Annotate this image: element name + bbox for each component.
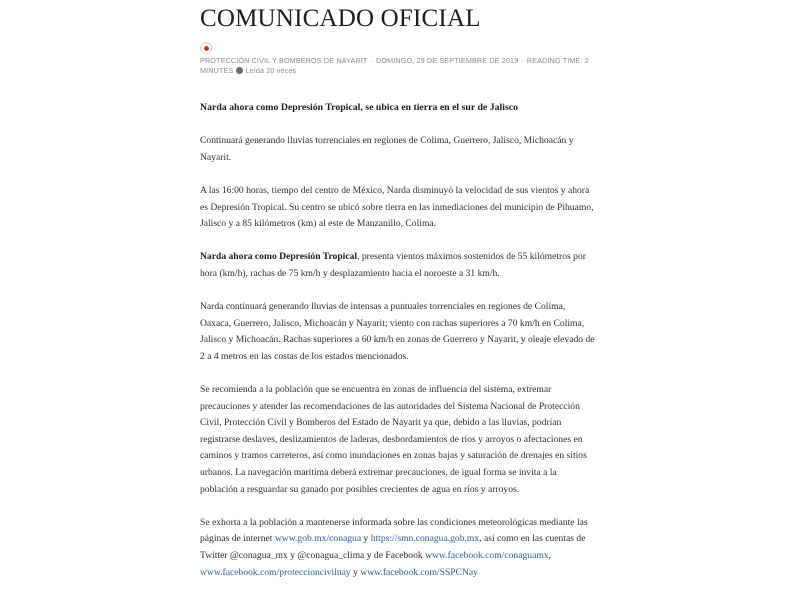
article-body	[200, 100, 595, 581]
avatar-row	[200, 42, 595, 56]
paragraph-3-text: , presenta vientos máximos sostenidos de 55 kilómetros por hora (km/h), rachas de 75 km/h y desplazamiento hacia el noroeste a 31 km/h.	[200, 251, 586, 279]
paragraph-2: A las 16:00 horas, tiempo del centro de México, Narda disminuyó la velocidad de sus vientos y ahora es Depresión Tropical. Su centro se ubicó sobre tierra en las inmediaciones del municipio de Pihuamo, Jalisco y a 85 kilómetros (km) al este de Manzanillo, Colima.	[200, 184, 594, 230]
reading-time: READING TIME: 2 MINUTES	[200, 56, 589, 75]
paragraph-6-text-b: y	[361, 533, 371, 545]
paragraph-6	[200, 515, 595, 581]
paragraph-3-bold: Narda ahora como Depresión Tropical	[200, 251, 358, 263]
link-facebook-conagua[interactable]: www.facebook.com/conaguamx	[425, 550, 549, 562]
paragraph-6-text-d: ,	[548, 550, 551, 562]
article	[200, 0, 595, 598]
paragraph-6-text-e: y	[350, 566, 361, 578]
view-count: Leída 20 veces	[245, 66, 297, 75]
publish-date: DOMINGO, 29 DE SEPTIEMBRE DE 2019	[376, 56, 519, 65]
link-facebook-sspc[interactable]: www.facebook.com/SSPCNay	[360, 566, 478, 578]
paragraph-6-text-c: , así como en las cuentas de Twitter @conagua_mx y @conagua_clima y de Facebook	[200, 533, 586, 562]
globe-icon	[236, 67, 243, 74]
paragraph-1: Continuará generando lluvias torrenciales en regiones de Colima, Guerrero, Jalisco, Michoacán y Nayarit.	[200, 135, 574, 163]
article-lead: Narda ahora como Depresión Tropical, se ubica en tierra en el sur de Jalisco	[200, 102, 519, 113]
link-smn[interactable]: https://smn.conagua.gob.mx	[370, 533, 480, 545]
paragraph-4: Narda continuará generando lluvias de intensas a puntuales torrenciales en regiones de Colima, Oaxaca, Guerrero, Jalisco, Michoacán y Nayarit; viento con rachas superiores a 70 km/h en Colima, Jalisco y Michoacán. Rachas superiores a 60 km/h en zonas de Guerrero y Nayarit, y oleaje elevado de 2 a 4 metros en las costas de los estados mencionados.	[200, 301, 595, 362]
article-meta	[200, 42, 595, 76]
paragraph-6-text-a: Se exhorta a la población a mantenerse informada sobre las condiciones meteorológicas mediante las páginas de internet	[200, 516, 588, 545]
byline: PROTECCIÓN CIVIL Y BOMBEROS DE NAYARIT · DOMINGO, 29 DE SEPTIEMBRE DE 2019 · READING TIME: 2 MINUTES Leída 20 veces	[200, 56, 589, 75]
link-conagua[interactable]: www.gob.mx/conagua	[274, 533, 362, 545]
author-link[interactable]: PROTECCIÓN CIVIL Y BOMBEROS DE NAYARIT	[200, 56, 368, 65]
author-avatar-icon[interactable]	[200, 42, 212, 54]
paragraph-3	[200, 249, 595, 282]
page-title: COMUNICADO OFICIAL	[200, 5, 481, 32]
link-facebook-proteccioncivil[interactable]: www.facebook.com/proteccioncivilnay	[200, 566, 351, 578]
paragraph-5: Se recomienda a la población que se encuentra en zonas de influencia del sistema, extremar precauciones y atender las recomendaciones de las autoridades del Sistema Nacional de Protección Civil, Protección Civil y Bomberos del Estado de Nayarit ya que, debido a las lluvias, podrían registrarse deslaves, deslizamientos de laderas, desbordamientos de ríos y arroyos o afectaciones en caminos y tramos carreteros, así como inundaciones en zonas bajas y saturación de drenajes en sitios urbanos. La navegación marítima deberá extremar precauciones, de igual forma se invita a la población a resguardar su ganado por posibles crecientes de agua en ríos y arroyos.	[200, 384, 587, 495]
